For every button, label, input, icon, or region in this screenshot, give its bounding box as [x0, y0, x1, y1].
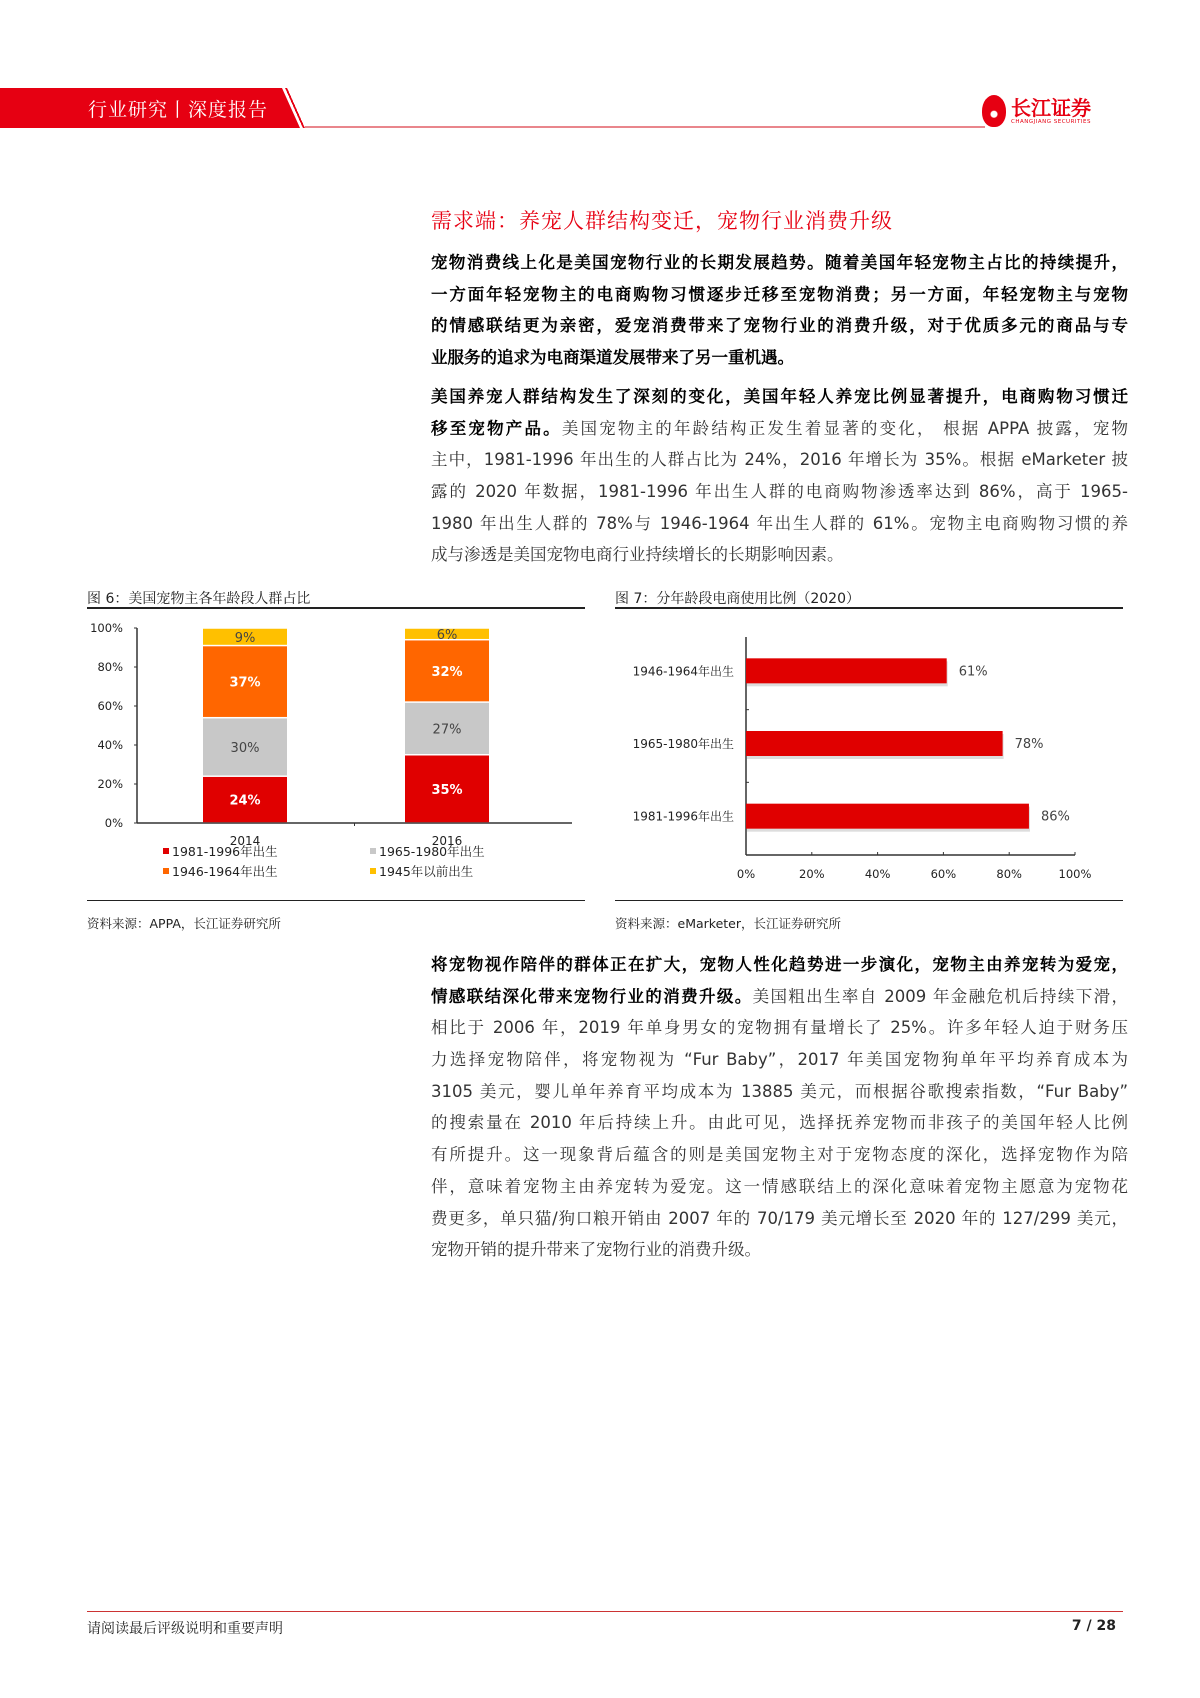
figure7-top-rule [615, 607, 1123, 609]
text-line [431, 342, 1128, 374]
body-text: 的搜索量在 2010 年后持续上升。由此可见，选择抚养宠物而非孩子的美国年轻人比例 [431, 1113, 1128, 1133]
report-type-label: 行业研究丨深度报告 [88, 99, 269, 121]
data-label: 24% [229, 793, 261, 809]
y-tick-label: 60% [97, 699, 123, 713]
text-line [431, 1076, 1128, 1108]
x-tick-label: 0% [736, 867, 756, 881]
legend-label: 1981-1996年出生 [172, 844, 278, 859]
x-tick-label: 100% [1058, 867, 1092, 881]
x-tick-label: 2014 [229, 834, 261, 848]
body-text: 宠物开销的提升带来了宠物行业的消费升级。 [431, 1240, 761, 1260]
text-line [431, 981, 1128, 1013]
data-label: 86% [1040, 809, 1070, 825]
body-text: 有所提升。这一现象背后蕴含的则是美国宠物主对于宠物态度的深化，选择宠物作为陪 [431, 1145, 1128, 1165]
bold-text: 将宠物视作陪伴的群体正在扩大，宠物人性化趋势进一步演化，宠物主由养宠转为爱宠， [431, 955, 1128, 974]
y-tick-label: 80% [97, 660, 123, 674]
data-label: 9% [234, 630, 256, 646]
data-label: 61% [958, 664, 988, 680]
header-divider [305, 126, 985, 128]
figure7-horizontal-bar-chart [610, 612, 1130, 900]
text-line [431, 1012, 1128, 1044]
data-label: 37% [229, 675, 261, 691]
y-tick-label: 0% [104, 816, 123, 830]
text-line [431, 1171, 1128, 1203]
legend-label: 1945年以前出生 [379, 864, 474, 879]
logo-text: 长江证券 [1011, 96, 1091, 120]
bold-text: 情感联结深化带来宠物行业的消费升级。 [431, 986, 753, 1006]
y-tick-label: 40% [97, 738, 123, 752]
bar [746, 804, 1029, 829]
text-line [431, 381, 1128, 413]
category-label: 1981-1996年出生 [632, 809, 734, 824]
paragraph-ecommerce-trend [431, 247, 1128, 374]
data-label: 6% [436, 627, 458, 643]
body-text: 3105 美元，婴儿单年养育平均成本为 13885 美元，而根据谷歌搜索指数，“Fur Baby” [431, 1081, 1128, 1101]
body-text: 成与渗透是美国宠物电商行业持续增长的长期影响因素。 [431, 545, 844, 565]
bar [746, 658, 947, 683]
paragraph-humanization [431, 949, 1128, 1266]
bold-text: 业服务的追求为电商渠道发展带来了另一重机遇。 [431, 348, 794, 368]
body-text: 费更多，单只猫/狗口粮开销由 2007 年的 70/179 美元增长至 2020 年的 127/299 美元， [431, 1208, 1128, 1228]
figure7-bottom-rule [615, 900, 1123, 901]
body-text: 相比于 2006 年，2019 年单身男女的宠物拥有量增长了 25%。许多年轻人迫于财务压 [431, 1018, 1128, 1038]
body-text: 美国宠物主的年龄结构正发生着显著的变化， 根据 APPA 披露，宠物 [561, 418, 1129, 438]
text-line [431, 476, 1128, 508]
paragraph-owner-structure [431, 381, 1128, 571]
body-text: 1980 年出生人群的 78%与 1946-1964 年出生人群的 61%。宠物主电商购物习惯的养 [431, 513, 1128, 533]
text-line [431, 508, 1128, 540]
text-line [431, 444, 1128, 476]
data-label: 27% [432, 722, 462, 738]
text-line [431, 1203, 1128, 1235]
category-label: 1946-1964年出生 [632, 664, 734, 679]
figure6-source: 资料来源：APPA，长江证券研究所 [87, 916, 281, 931]
data-label: 35% [431, 782, 463, 798]
logo-icon [982, 95, 1006, 127]
legend-swatch [370, 868, 376, 874]
text-line [431, 949, 1128, 981]
body-text: 力选择宠物陪伴，将宠物视为 “Fur Baby”，2017 年美国宠物狗单年平均养育成本为 [431, 1050, 1128, 1070]
company-logo [982, 92, 1127, 130]
footer-disclaimer: 请阅读最后评级说明和重要声明 [87, 1621, 283, 1637]
figure6-bottom-rule [87, 900, 585, 901]
text-line [431, 279, 1128, 311]
bar [746, 731, 1003, 756]
bold-text: 移至宠物产品。 [431, 418, 562, 438]
data-label: 78% [1014, 737, 1044, 752]
legend-swatch [163, 868, 169, 874]
legend-label: 1965-1980年出生 [379, 844, 485, 859]
bold-text: 一方面年轻宠物主的电商购物习惯逐步迁移至宠物消费；另一方面，年轻宠物主与宠物 [431, 284, 1128, 304]
text-line [431, 310, 1128, 342]
body-text: 伴，意味着宠物主由养宠转为爱宠。这一情感联结上的深化意味着宠物主愿意为宠物花 [431, 1176, 1128, 1196]
figure6-title: 图 6：美国宠物主各年龄段人群占比 [87, 591, 311, 607]
text-line [431, 413, 1128, 445]
bold-text: 的情感联结更为亲密，爱宠消费带来了宠物行业的消费升级，对于优质多元的商品与专 [431, 316, 1128, 336]
bold-text: 美国养宠人群结构发生了深刻的变化，美国年轻人养宠比例显著提升，电商购物习惯迁 [431, 387, 1128, 406]
legend-swatch [163, 848, 169, 854]
text-line [431, 1044, 1128, 1076]
text-line [431, 539, 1128, 571]
x-tick-label: 40% [864, 867, 891, 881]
section-heading: 需求端：养宠人群结构变迁，宠物行业消费升级 [431, 209, 893, 233]
figure6-stacked-bar-chart [80, 612, 590, 900]
text-line [431, 247, 1128, 279]
x-tick-label: 60% [930, 867, 957, 881]
data-label: 30% [230, 740, 260, 756]
data-label: 32% [431, 664, 463, 680]
category-label: 1965-1980年出生 [632, 737, 734, 751]
figure7-source: 资料来源：eMarketer，长江证券研究所 [615, 916, 841, 931]
figure7-title: 图 7：分年龄段电商使用比例（2020） [615, 591, 860, 607]
body-text: 主中，1981-1996 年出生的人群占比为 24%，2016 年增长为 35%。根据 eMarketer 披 [431, 450, 1128, 470]
body-text: 美国粗出生率自 2009 年金融危机后持续下滑， [752, 986, 1128, 1006]
text-line [431, 1139, 1128, 1171]
x-tick-label: 80% [996, 867, 1022, 881]
legend-label: 1946-1964年出生 [172, 864, 278, 879]
x-tick-label: 20% [799, 867, 825, 881]
text-line [431, 1107, 1128, 1139]
figure6-top-rule [87, 607, 585, 609]
logo-subtext: CHANGJIANG SECURITIES [1011, 119, 1091, 125]
legend-swatch [370, 848, 376, 854]
bold-text: 宠物消费线上化是美国宠物行业的长期发展趋势。随着美国年轻宠物主占比的持续提升， [431, 253, 1128, 272]
x-tick-label: 2016 [431, 834, 463, 848]
footer-divider [87, 1611, 1123, 1612]
body-text: 露的 2020 年数据，1981-1996 年出生人群的电商购物渗透率达到 86%，高于 1965- [431, 482, 1128, 502]
text-line [431, 1234, 1128, 1266]
page-number: 7 / 28 [1071, 1618, 1116, 1634]
y-tick-label: 20% [97, 777, 123, 791]
y-tick-label: 100% [90, 621, 123, 635]
